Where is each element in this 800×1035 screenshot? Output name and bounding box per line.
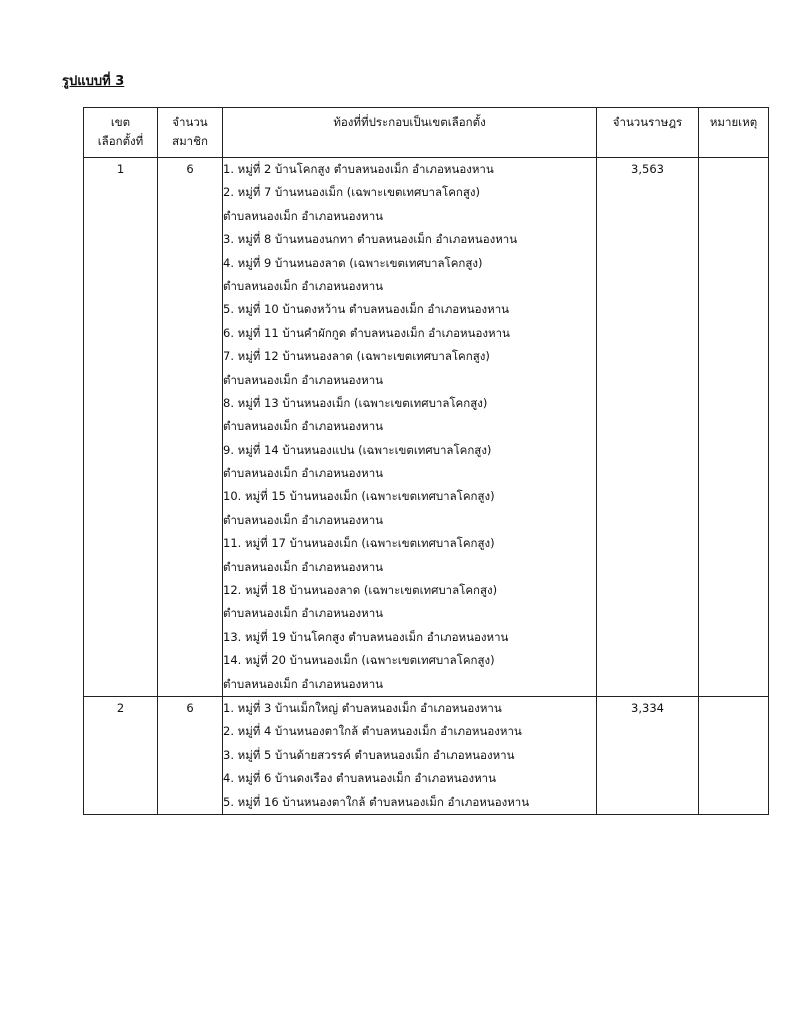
area-line: 8. หมู่ที่ 13 บ้านหนองเม็ก (เฉพาะเขตเทศบาลโคกสูง) [223,395,488,410]
district-number: 1 [84,158,158,697]
header-district-line-1: เขต [110,115,131,129]
area-line: ตำบลหนองเม็ก อำเภอหนองหาน [223,606,384,621]
header-members [158,108,223,158]
area-line: 2. หมู่ที่ 7 บ้านหนองเม็ก (เฉพาะเขตเทศบาลโคกสูง) [223,185,481,200]
area-line: 3. หมู่ที่ 8 บ้านหนองนกทา ตำบลหนองเม็ก อำเภอหนองหาน [223,232,518,247]
header-notes-label: หมายเหตุ [709,115,758,129]
header-district [84,108,158,158]
area-line: 1. หมู่ที่ 2 บ้านโคกสูง ตำบลหนองเม็ก อำเภอหนองหาน [223,162,494,176]
area-line: 5. หมู่ที่ 16 บ้านหนองตาใกล้ ตำบลหนองเม็ก อำเภอหนองหาน [223,794,530,809]
area-line: 5. หมู่ที่ 10 บ้านดงหว้าน ตำบลหนองเม็ก อำเภอหนองหาน [223,302,510,317]
header-population-label: จำนวนราษฎร [612,115,683,129]
area-line: ตำบลหนองเม็ก อำเภอหนองหาน [223,419,384,434]
header-areas [223,108,597,158]
table-header-row [84,108,769,158]
population-count: 3,563 [597,158,699,697]
electoral-district-table [83,107,769,815]
header-members-line-2: สมาชิก [172,134,208,148]
header-district-line-2: เลือกตั้งที่ [97,134,144,148]
table-row [84,696,769,814]
member-count: 6 [158,696,223,814]
area-line: ตำบลหนองเม็ก อำเภอหนองหาน [223,278,384,293]
area-line: 11. หมู่ที่ 17 บ้านหนองเม็ก (เฉพาะเขตเทศบาลโคกสูง) [223,536,495,551]
area-line: ตำบลหนองเม็ก อำเภอหนองหาน [223,676,384,691]
notes-cell [699,696,769,814]
area-line: 6. หมู่ที่ 11 บ้านคำผักกูด ตำบลหนองเม็ก อำเภอหนองหาน [223,325,510,340]
page-title: รูปแบบที่ 3 [62,74,125,89]
area-line: 13. หมู่ที่ 19 บ้านโคกสูง ตำบลหนองเม็ก อำเภอหนองหาน [223,629,509,644]
table-row [84,158,769,697]
header-population [597,108,699,158]
area-list [223,696,597,814]
area-line: 1. หมู่ที่ 3 บ้านเม็กใหญ่ ตำบลหนองเม็ก อำเภอหนองหาน [223,700,502,715]
header-areas-label: ท้องที่ที่ประกอบเป็นเขตเลือกตั้ง [333,115,486,129]
area-line: 4. หมู่ที่ 9 บ้านหนองลาด (เฉพาะเขตเทศบาลโคกสูง) [223,255,483,270]
area-line: 14. หมู่ที่ 20 บ้านหนองเม็ก (เฉพาะเขตเทศบาลโคกสูง) [223,653,495,668]
district-number: 2 [84,696,158,814]
area-line: ตำบลหนองเม็ก อำเภอหนองหาน [223,466,384,481]
area-list [223,158,597,697]
area-line: ตำบลหนองเม็ก อำเภอหนองหาน [223,208,384,223]
area-line: 2. หมู่ที่ 4 บ้านหนองตาใกล้ ตำบลหนองเม็ก อำเภอหนองหาน [223,724,522,739]
area-line: 9. หมู่ที่ 14 บ้านหนองแปน (เฉพาะเขตเทศบาลโคกสูง) [223,442,492,457]
area-line: ตำบลหนองเม็ก อำเภอหนองหาน [223,372,384,387]
population-count: 3,334 [597,696,699,814]
member-count: 6 [158,158,223,697]
area-line: 10. หมู่ที่ 15 บ้านหนองเม็ก (เฉพาะเขตเทศบาลโคกสูง) [223,489,495,504]
area-line: 12. หมู่ที่ 18 บ้านหนองลาด (เฉพาะเขตเทศบาลโคกสูง) [223,583,498,598]
notes-cell [699,158,769,697]
area-line: ตำบลหนองเม็ก อำเภอหนองหาน [223,512,384,527]
area-line: 7. หมู่ที่ 12 บ้านหนองลาด (เฉพาะเขตเทศบาลโคกสูง) [223,349,490,364]
area-line: 3. หมู่ที่ 5 บ้านด้ายสวรรค์ ตำบลหนองเม็ก อำเภอหนองหาน [223,747,515,762]
area-line: ตำบลหนองเม็ก อำเภอหนองหาน [223,559,384,574]
header-notes [699,108,769,158]
area-line: 4. หมู่ที่ 6 บ้านดงเรือง ตำบลหนองเม็ก อำเภอหนองหาน [223,771,496,786]
header-members-line-1: จำนวน [172,115,208,129]
